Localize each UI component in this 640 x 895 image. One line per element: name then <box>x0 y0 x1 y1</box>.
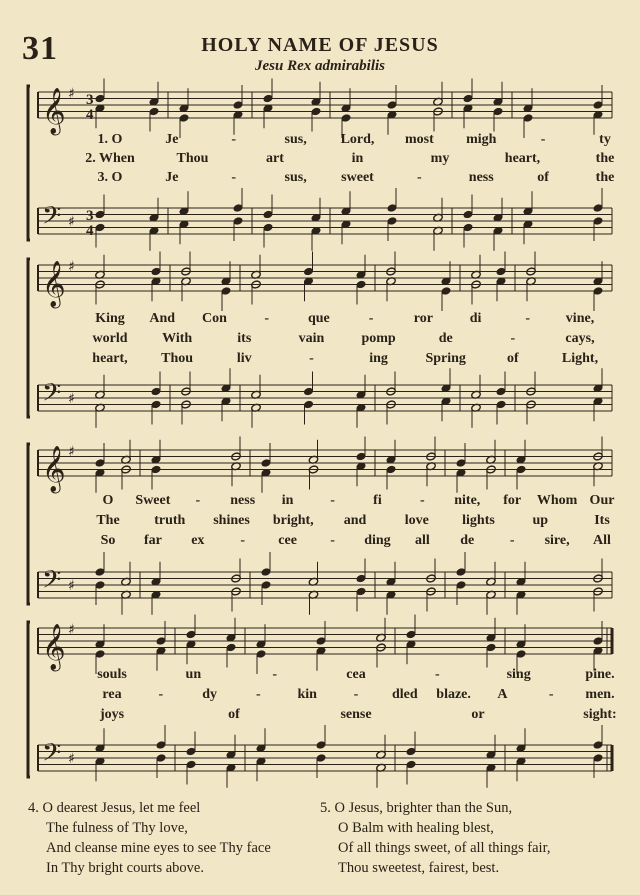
lyric-syllable: or <box>471 707 485 722</box>
lyric-syllable: truth <box>154 513 186 528</box>
verse-5-line-3: Of all things sweet, of all things fair, <box>338 840 551 856</box>
key-signature-sharp: ♯ <box>68 391 75 407</box>
key-signature-sharp: ♯ <box>68 751 75 767</box>
key-signature-sharp: ♯ <box>68 444 75 460</box>
lyric-syllable: di <box>469 311 482 326</box>
lyric-syllable: ror <box>413 311 433 326</box>
lyric-syllable: vain <box>298 331 325 346</box>
lyric-syllable: 1. O <box>97 132 123 147</box>
time-signature-denominator: 4 <box>86 107 94 123</box>
lyric-syllable: sense <box>340 707 372 722</box>
lyric-syllable: blaze. <box>436 687 471 702</box>
lyric-syllable: of <box>507 351 519 366</box>
lyric-syllable: - <box>368 311 374 326</box>
lyric-syllable: for <box>503 493 522 508</box>
lyric-syllable: de <box>438 331 453 346</box>
lyric-syllable: Thou <box>161 351 194 366</box>
lyric-syllable: And <box>149 311 176 326</box>
time-signature-numerator: 3 <box>86 92 94 108</box>
lyric-syllable: O <box>102 493 114 508</box>
lyric-syllable: sweet <box>341 170 374 185</box>
lyric-syllable: 3. O <box>97 170 123 185</box>
treble-clef: 𝄞 <box>42 624 66 670</box>
system-brace <box>28 86 30 240</box>
lyric-syllable: vine, <box>565 311 595 326</box>
verse-4 <box>28 798 271 878</box>
verse-5-line-4: Thou sweetest, fairest, best. <box>338 860 500 876</box>
key-signature-sharp: ♯ <box>68 622 75 638</box>
lyric-syllable: dled <box>391 687 418 702</box>
lyric-syllable: - <box>417 170 422 185</box>
lyric-syllable: 2. When <box>85 151 135 166</box>
lyric-syllable: - <box>420 493 425 508</box>
key-signature-sharp: ♯ <box>68 86 75 102</box>
lyric-syllable: - <box>330 533 335 548</box>
lyric-syllable: kin <box>297 687 317 702</box>
lyric-syllable: - <box>195 493 201 508</box>
lyric-syllable: of <box>537 170 549 185</box>
lyric-syllable: So <box>100 533 116 548</box>
lyric-syllable: the <box>595 151 615 166</box>
lyric-syllable: - <box>540 132 546 147</box>
lyric-syllable: - <box>264 311 269 326</box>
lyric-syllable: pomp <box>361 331 396 346</box>
lyric-syllable: Spring <box>425 351 466 366</box>
lyric-syllable: nite, <box>454 493 481 508</box>
lyric-syllable: liv <box>236 351 252 366</box>
lyric-syllable: - <box>231 170 237 185</box>
lyric-syllable: my <box>430 151 450 166</box>
lyric-syllable: sing <box>506 667 531 682</box>
lyric-syllable: Je <box>165 132 179 147</box>
verse-4-line-4: In Thy bright courts above. <box>46 860 204 876</box>
verse-4-line-1: 4. O dearest Jesus, let me feel <box>28 800 201 816</box>
lyric-syllable: Light, <box>561 351 599 366</box>
lyric-syllable: heart, <box>92 351 128 366</box>
lyric-syllable: sight: <box>583 707 617 722</box>
lyric-syllable: heart, <box>504 151 541 166</box>
lyric-syllable: ness <box>468 170 494 185</box>
lyric-syllable: men. <box>585 687 615 702</box>
lyric-syllable: ding <box>364 533 391 548</box>
key-signature-sharp: ♯ <box>68 578 75 594</box>
lyric-syllable: in <box>281 493 294 508</box>
lyric-syllable: all <box>414 533 430 548</box>
lyric-syllable: shines <box>213 513 250 528</box>
lyric-syllable: Je <box>165 170 179 185</box>
hymn-title: HOLY NAME OF JESUS <box>201 34 439 56</box>
verse-4-line-2: The fulness of Thy love, <box>46 820 188 836</box>
lyric-syllable: world <box>92 331 128 346</box>
lyric-syllable: - <box>509 533 515 548</box>
lyric-syllable: - <box>548 687 554 702</box>
lyric-syllable: ty <box>599 132 611 147</box>
lyric-syllable: pine. <box>585 667 615 682</box>
lyric-syllable: The <box>96 513 120 528</box>
treble-clef: 𝄞 <box>42 88 66 134</box>
lyric-syllable: de <box>460 533 475 548</box>
lyric-syllable: joys <box>99 707 125 722</box>
lyric-syllable: Whom <box>536 493 578 508</box>
time-signature-denominator: 4 <box>86 223 94 239</box>
lyric-syllable: With <box>162 331 193 346</box>
system-brace <box>28 622 30 777</box>
lyric-syllable: in <box>351 151 364 166</box>
bass-clef: 𝄢 <box>42 738 62 774</box>
lyric-syllable: sus, <box>284 132 307 147</box>
lyric-syllable: and <box>343 513 367 528</box>
lyric-syllable: dy <box>202 687 217 702</box>
lyric-syllable: bright, <box>272 513 314 528</box>
lyric-syllable: - <box>434 667 440 682</box>
lyric-syllable: - <box>231 132 237 147</box>
lyric-syllable: far <box>143 533 162 548</box>
bass-clef: 𝄢 <box>42 201 62 237</box>
lyric-syllable: Sweet <box>135 493 171 508</box>
lyric-syllable: - <box>240 533 246 548</box>
lyric-syllable: art <box>266 151 284 166</box>
time-signature-numerator: 3 <box>86 208 94 224</box>
lyric-syllable: its <box>237 331 252 346</box>
lyric-syllable: - <box>256 687 261 702</box>
lyric-syllable: souls <box>97 667 127 682</box>
lyric-syllable: fi <box>373 493 382 508</box>
lyric-syllable: ness <box>230 493 256 508</box>
lyric-syllable: - <box>510 331 516 346</box>
lyric-syllable: rea <box>102 687 122 702</box>
lyric-syllable: the <box>595 170 615 185</box>
lyric-syllable: ex <box>191 533 205 548</box>
lyric-syllable: love <box>404 513 429 528</box>
system-brace <box>28 444 30 604</box>
bass-clef: 𝄢 <box>42 565 62 601</box>
lyric-syllable: - <box>330 493 335 508</box>
hymn-subtitle: Jesu Rex admirabilis <box>254 58 385 74</box>
treble-clef: 𝄞 <box>42 446 66 492</box>
lyric-syllable: - <box>525 311 531 326</box>
page-number: 31 <box>22 30 58 67</box>
lyric-syllable: Our <box>589 493 615 508</box>
lyric-syllable: All <box>593 533 611 548</box>
lyric-syllable: Thou <box>176 151 209 166</box>
lyric-syllable: of <box>228 707 240 722</box>
lyric-syllable: - <box>158 687 164 702</box>
lyric-syllable: que <box>307 311 330 326</box>
key-signature-sharp: ♯ <box>68 214 75 230</box>
lyric-syllable: King <box>95 311 125 326</box>
verse-5-line-2: O Balm with healing blest, <box>338 820 494 836</box>
lyric-syllable: - <box>353 687 359 702</box>
bass-clef: 𝄢 <box>42 378 62 414</box>
lyric-syllable: most <box>404 132 434 147</box>
lyric-syllable: sus, <box>284 170 307 185</box>
lyric-syllable: Its <box>594 513 610 528</box>
lyric-syllable: sire, <box>544 533 570 548</box>
lyric-syllable: A <box>497 687 508 702</box>
lyric-syllable: Con <box>201 311 227 326</box>
key-signature-sharp: ♯ <box>68 259 75 275</box>
lyric-syllable: migh <box>466 132 497 147</box>
verse-5 <box>320 798 550 878</box>
lyric-syllable: cee <box>278 533 297 548</box>
treble-clef: 𝄞 <box>42 261 66 307</box>
lyric-syllable: - <box>309 351 314 366</box>
lyric-syllable: ing <box>369 351 388 366</box>
verse-4-line-3: And cleanse mine eyes to see Thy face <box>46 840 271 856</box>
lyric-syllable: up <box>532 513 549 528</box>
lyric-syllable: lights <box>462 513 495 528</box>
lyric-syllable: Lord, <box>340 132 375 147</box>
lyric-syllable: cays, <box>565 331 595 346</box>
lyric-syllable: cea <box>346 667 366 682</box>
system-brace <box>28 259 30 417</box>
lyric-syllable: - <box>272 667 277 682</box>
verse-5-line-1: 5. O Jesus, brighter than the Sun, <box>320 800 513 816</box>
lyric-syllable: un <box>185 667 202 682</box>
